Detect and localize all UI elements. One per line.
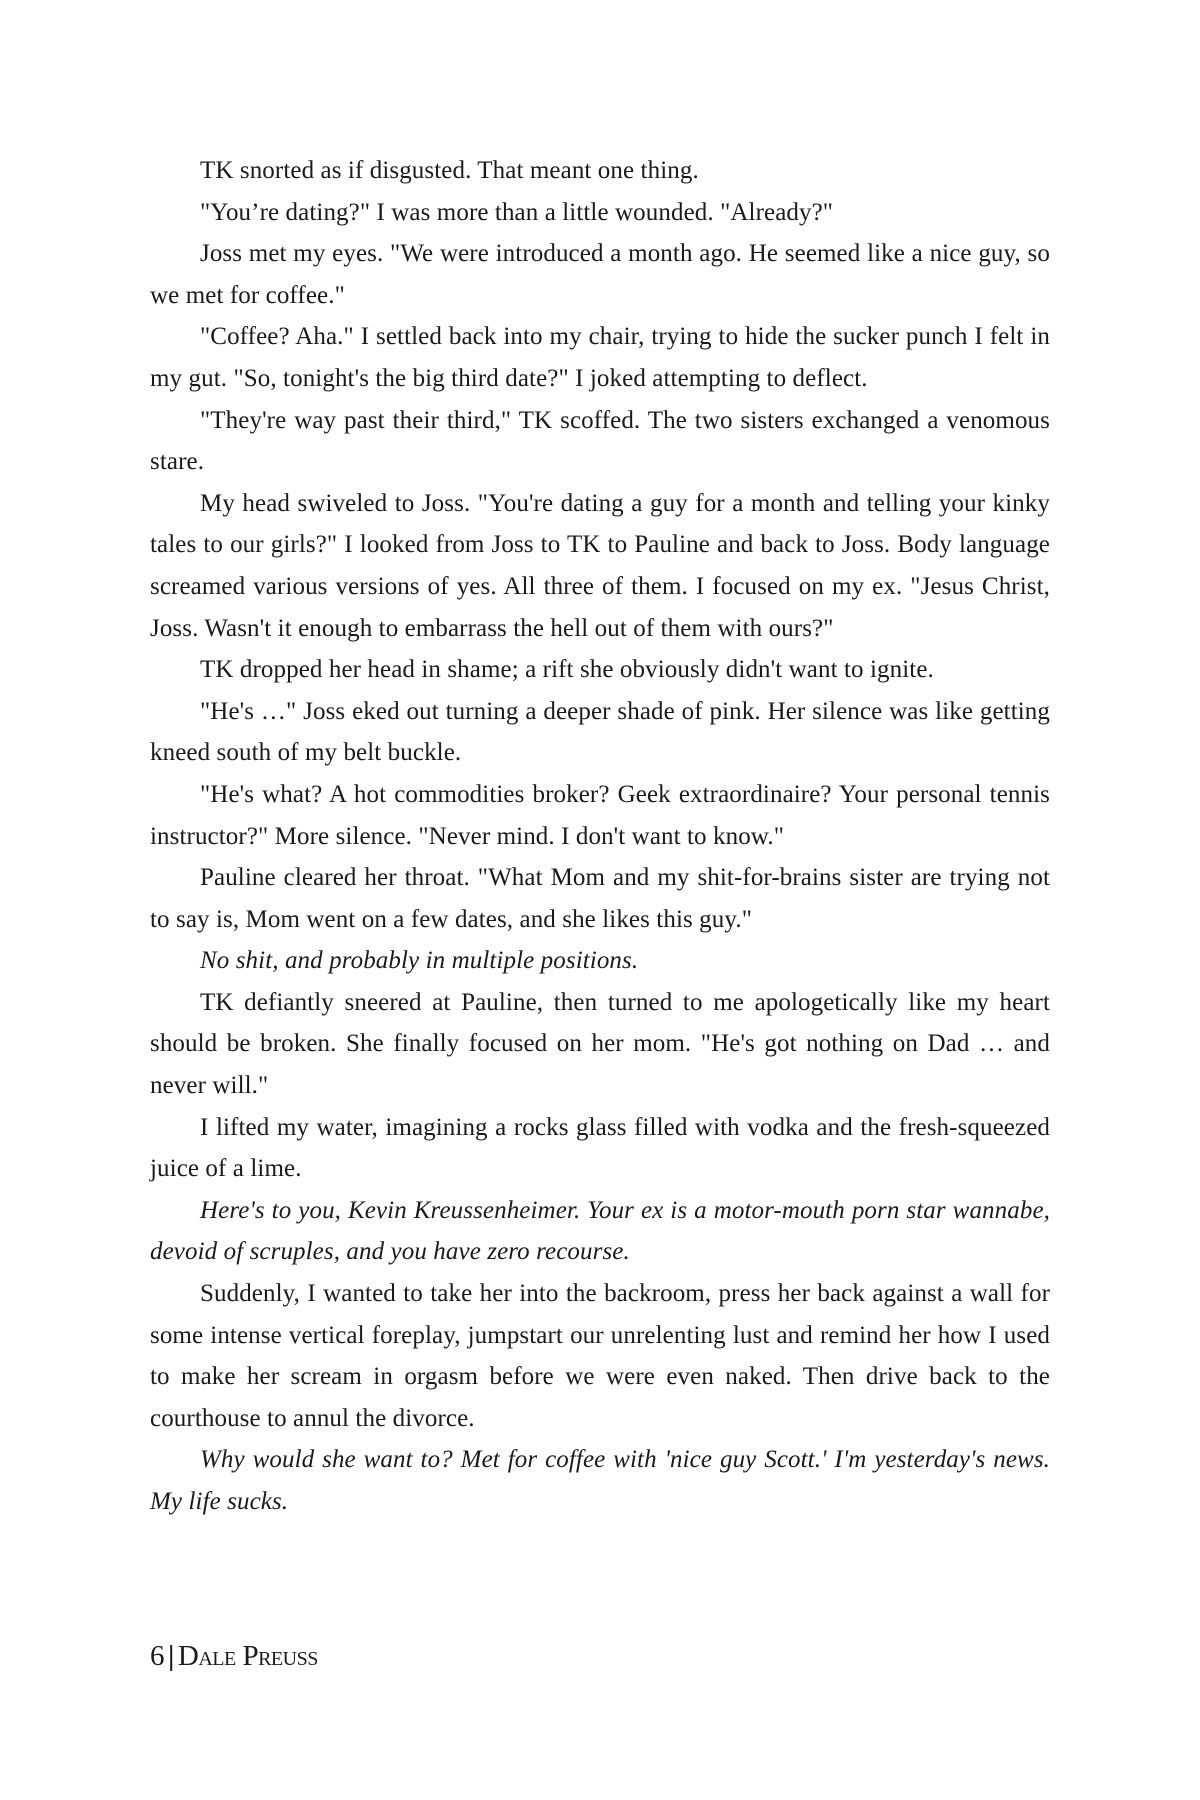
paragraph: TK defiantly sneered at Pauline, then turned to me apologetically like my heart should be broken. She finally focused on her mom. "He's got nothing on Dad … and never will." xyxy=(150,988,1050,1100)
paragraph: "They're way past their third," TK scoffed. The two sisters exchanged a venomous stare. xyxy=(150,406,1050,476)
paragraph: Why would she want to? Met for coffee with 'nice guy Scott.' I'm yesterday's news. My life sucks. xyxy=(150,1446,1050,1515)
page-footer xyxy=(150,1640,318,1673)
paragraph: "You’re dating?" I was more than a little wounded. "Already?" xyxy=(200,198,834,226)
page-body xyxy=(150,150,1050,1523)
paragraph: "Coffee? Aha." I settled back into my chair, trying to hide the sucker punch I felt in my gut. "So, tonight's the big third date?" I joked attempting to deflect. xyxy=(150,323,1050,392)
paragraph: Here's to you, Kevin Kreussenheimer. Your ex is a motor-mouth porn star wannabe, devoid of scruples, and you have zero recourse. xyxy=(150,1196,1050,1266)
paragraph: TK snorted as if disgusted. That meant one thing. xyxy=(200,157,699,184)
paragraph: Joss met my eyes. "We were introduced a month ago. He seemed like a nice guy, so we met for coffee." xyxy=(150,240,1050,309)
author-name: Dale Preuss xyxy=(177,1640,318,1672)
paragraph: "He's …" Joss eked out turning a deeper shade of pink. Her silence was like getting kneed south of my belt buckle. xyxy=(150,697,1050,767)
paragraph: My head swiveled to Joss. "You're dating a guy for a month and telling your kinky tales to our girls?" I looked from Joss to TK to Pauline and back to Joss. Body language screamed various versions of yes. All three of them. I focused on my ex. "Jesus Christ, Joss. Wasn't it enough to embarrass the hell out of them with ours?" xyxy=(150,489,1050,642)
paragraph: I lifted my water, imagining a rocks glass filled with vodka and the fresh-squeezed juice of a lime. xyxy=(150,1113,1050,1183)
page-number: 6 xyxy=(150,1640,164,1672)
paragraph: No shit, and probably in multiple positions. xyxy=(200,947,639,975)
paragraph: Suddenly, I wanted to take her into the backroom, press her back against a wall for some intense vertical foreplay, jumpstart our unrelenting lust and remind her how I used to make her scream in orgasm before we were even naked. Then drive back to the courthouse to annul the divorce. xyxy=(150,1280,1050,1432)
paragraph: TK dropped her head in shame; a rift she obviously didn't want to ignite. xyxy=(200,656,934,684)
paragraph: Pauline cleared her throat. "What Mom and my shit-for-brains sister are trying not to say is, Mom went on a few dates, and she likes this guy." xyxy=(150,864,1050,933)
paragraph: "He's what? A hot commodities broker? Geek extraordinaire? Your personal tennis instructor?" More silence. "Never mind. I don't want to know." xyxy=(150,780,1050,850)
footer-separator: | xyxy=(168,1640,174,1672)
